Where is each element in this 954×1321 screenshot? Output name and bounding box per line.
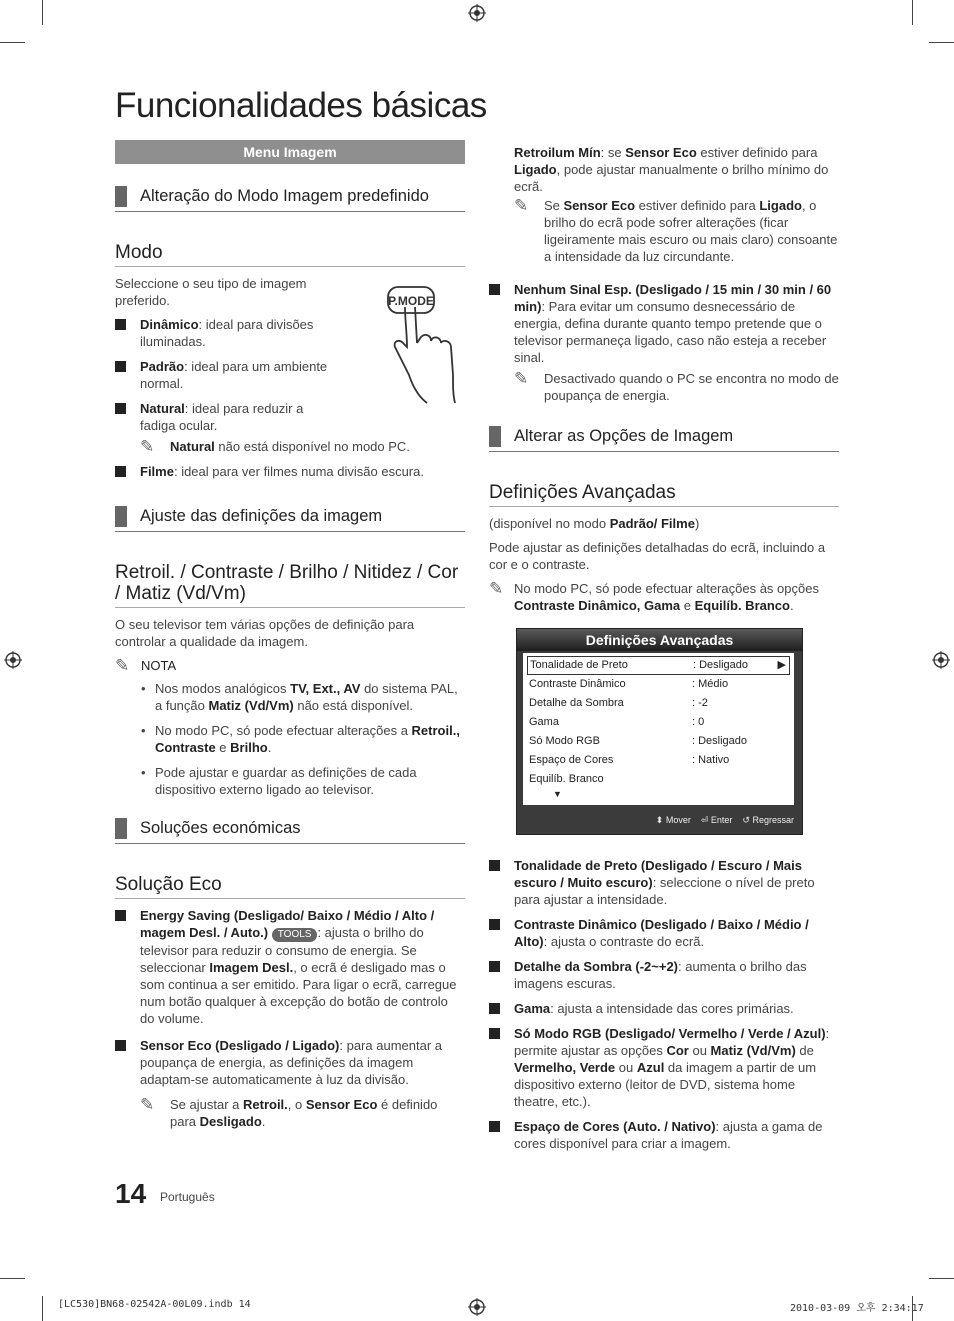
crop-mark: [929, 1278, 954, 1279]
subsection-title: Alteração do Modo Imagem predefinido: [140, 187, 429, 205]
crop-mark: [912, 0, 913, 25]
list-item: Natural: ideal para reduzir a fadiga ocular.: [115, 400, 335, 434]
registration-mark-icon: [468, 1298, 486, 1316]
updown-arrow-icon: ⬍: [655, 814, 664, 825]
modo-section: [115, 275, 465, 480]
date-slug: 2010-03-09 오후 2:34:17: [790, 1303, 924, 1314]
subsection-heading: [489, 424, 839, 452]
list-item: • Nos modos analógicos TV, Ext., AV do sistema PAL, a função Matiz (Vd/Vm) não está disponível.: [141, 681, 458, 713]
osd-menu: [523, 653, 794, 805]
osd-menu-item[interactable]: Tonalidade de Preto : Desligado ▶: [527, 656, 790, 675]
note-item: ✎ Se ajustar a Retroil., o Sensor Eco é definido para Desligado.: [140, 1095, 438, 1129]
section-marker: [115, 186, 127, 207]
subsection-title: Ajuste das definições da imagem: [140, 507, 383, 525]
right-column: [489, 144, 839, 1160]
paragraph: Retroilum Mín: se Sensor Eco estiver definido para Ligado, pode ajustar manualmente o brilho mínimo do ecrã.: [514, 145, 829, 194]
return-hint: ↺ Regressar: [742, 814, 794, 825]
osd-menu-item[interactable]: Só Modo RGB : Desligado: [529, 735, 748, 747]
osd-title: Definições Avançadas: [517, 629, 802, 651]
list-item: Dinâmico: ideal para divisões iluminadas.: [115, 316, 335, 350]
note-heading: ✎ NOTA: [115, 656, 177, 675]
subsection-title: Alterar as Opções de Imagem: [514, 427, 734, 445]
list-item: Só Modo RGB (Desligado/ Vermelho / Verde / Azul): permite ajustar as opções Cor ou Matiz (Vd/Vm) de Vermelho, Verde ou Azul da imagem a partir de um dispositivo externo (leitor de DVD, sistema home theatre, etc.).: [489, 1025, 839, 1110]
note-item: ✎ No modo PC, só pode efectuar alterações às opções Contraste Dinâmico, Gama e Equilíb. Branco.: [489, 579, 819, 613]
section-heading: Retroil. / Contraste / Brilho / Nitidez / Cor / Matiz (Vd/Vm): [115, 562, 465, 608]
osd-menu-item[interactable]: Equilíb. Branco: [529, 773, 604, 785]
subsection-title: Soluções económicas: [140, 819, 301, 837]
return-icon: ↺: [742, 814, 750, 825]
crop-mark: [42, 0, 43, 25]
paragraph: (disponível no modo Padrão/ Filme): [489, 516, 700, 531]
subsection-heading: [115, 816, 465, 844]
list-item: Contraste Dinâmico (Desligado / Baixo / Médio / Alto): ajusta o contraste do ecrã.: [489, 916, 839, 950]
registration-mark-icon: [932, 651, 950, 669]
pencil-icon: ✎: [489, 579, 504, 598]
osd-menu-item[interactable]: Espaço de Cores : Nativo: [529, 754, 730, 766]
advanced-settings-osd: [516, 628, 803, 835]
enter-hint: ⏎ Enter: [700, 814, 733, 825]
note-item: ✎ Se Sensor Eco estiver definido para Ligado, o brilho do ecrã pode sofrer alterações (ficar ligeiramente mais escuro ou mais claro) consoante a intensidade da luz circundante.: [514, 196, 838, 264]
crop-mark: [0, 42, 25, 43]
pencil-icon: ✎: [514, 369, 529, 388]
page-title: Funcionalidades básicas: [115, 86, 487, 125]
scroll-down-icon[interactable]: ▼: [553, 789, 562, 799]
osd-menu-item[interactable]: Detalhe da Sombra : -2: [529, 697, 708, 709]
section-heading: Solução Eco: [115, 874, 465, 899]
pencil-icon: ✎: [140, 1095, 155, 1114]
osd-menu-item[interactable]: Gama : 0: [529, 716, 705, 728]
paragraph: Pode ajustar as definições detalhadas do ecrã, incluindo a cor e o contraste.: [489, 540, 826, 572]
section-heading: Definições Avançadas: [489, 482, 839, 507]
left-column: [115, 140, 465, 1138]
crop-mark: [0, 1278, 25, 1279]
list-item: Espaço de Cores (Auto. / Nativo): ajusta a gama de cores disponível para criar a imagem.: [489, 1118, 839, 1152]
section-marker: [115, 506, 127, 527]
pencil-icon: ✎: [115, 656, 130, 675]
list-item: Filme: ideal para ver filmes numa divisão escura.: [115, 463, 465, 480]
move-hint: ⬍ Mover: [655, 814, 691, 825]
list-item: Sensor Eco (Desligado / Ligado): para aumentar a poupança de energia, as definições da imagem adaptam-se automaticamente à luz da divisão.: [115, 1037, 465, 1088]
pmode-label: P.MODE: [388, 294, 434, 308]
osd-footer: [517, 806, 802, 834]
list-item: Tonalidade de Preto (Desligado / Escuro / Mais escuro / Muito escuro): seleccione o nível de preto para ajustar a intensidade.: [489, 857, 839, 908]
osd-menu-item[interactable]: Contraste Dinâmico : Médio: [529, 678, 729, 690]
registration-mark-icon: [4, 651, 22, 669]
list-item: • Pode ajustar e guardar as definições de cada dispositivo externo ligado ao televisor.: [141, 765, 417, 797]
pencil-icon: ✎: [514, 196, 529, 215]
intro-text: Seleccione o seu tipo de imagem preferido.: [115, 276, 307, 308]
list-item: Nenhum Sinal Esp. (Desligado / 15 min / 30 min / 60 min): Para evitar um consumo desnecessário de energia, defina durante quanto tempo pretende que o televisor permaneça ligado, caso não esteja a receber sinal.: [489, 281, 839, 366]
list-item: Padrão: ideal para um ambiente normal.: [115, 358, 335, 392]
remote-hand-pmode-icon: [383, 279, 465, 407]
page-number: 14: [115, 1178, 147, 1209]
subsection-heading: [115, 184, 465, 212]
list-item: • No modo PC, só pode efectuar alterações a Retroil., Contraste e Brilho.: [141, 723, 460, 755]
note-item: ✎ Desactivado quando o PC se encontra no modo de poupança de energia.: [514, 369, 839, 403]
section-marker: [115, 818, 127, 839]
list-item: Energy Saving (Desligado/ Baixo / Médio / Alto / magem Desl. / Auto.) TOOLS : ajusta o brilho do televisor para reduzir o consumo de energia. Se seleccionar Imagem Desl., o ecrã é desligado mas o som continua a ser emitido. Para ligar o ecrã, carregue num botão qualquer à excepção do botão de controlo do volume.: [115, 907, 465, 1027]
note-item: ✎ Natural não está disponível no modo PC.: [140, 437, 410, 456]
arrow-right-icon: ▶: [777, 659, 786, 671]
section-marker: [489, 426, 501, 447]
language-label: Português: [160, 1190, 215, 1204]
file-slug: [LC530]BN68-02542A-00L09.indb 14: [58, 1299, 251, 1310]
crop-mark: [929, 42, 954, 43]
crop-mark: [42, 1296, 43, 1321]
subsection-heading: [115, 504, 465, 532]
section-heading: Modo: [115, 242, 465, 267]
registration-mark-icon: [468, 4, 486, 22]
list-item: Gama: ajusta a intensidade das cores primárias.: [489, 1000, 839, 1017]
enter-icon: ⏎: [700, 814, 709, 825]
pencil-icon: ✎: [140, 437, 155, 456]
intro-text: O seu televisor tem várias opções de definição para controlar a qualidade da imagem.: [115, 617, 415, 649]
list-item: Detalhe da Sombra (-2~+2): aumenta o brilho das imagens escuras.: [489, 958, 839, 992]
tools-badge: TOOLS: [272, 928, 318, 942]
menu-bar: Menu Imagem: [115, 140, 465, 164]
